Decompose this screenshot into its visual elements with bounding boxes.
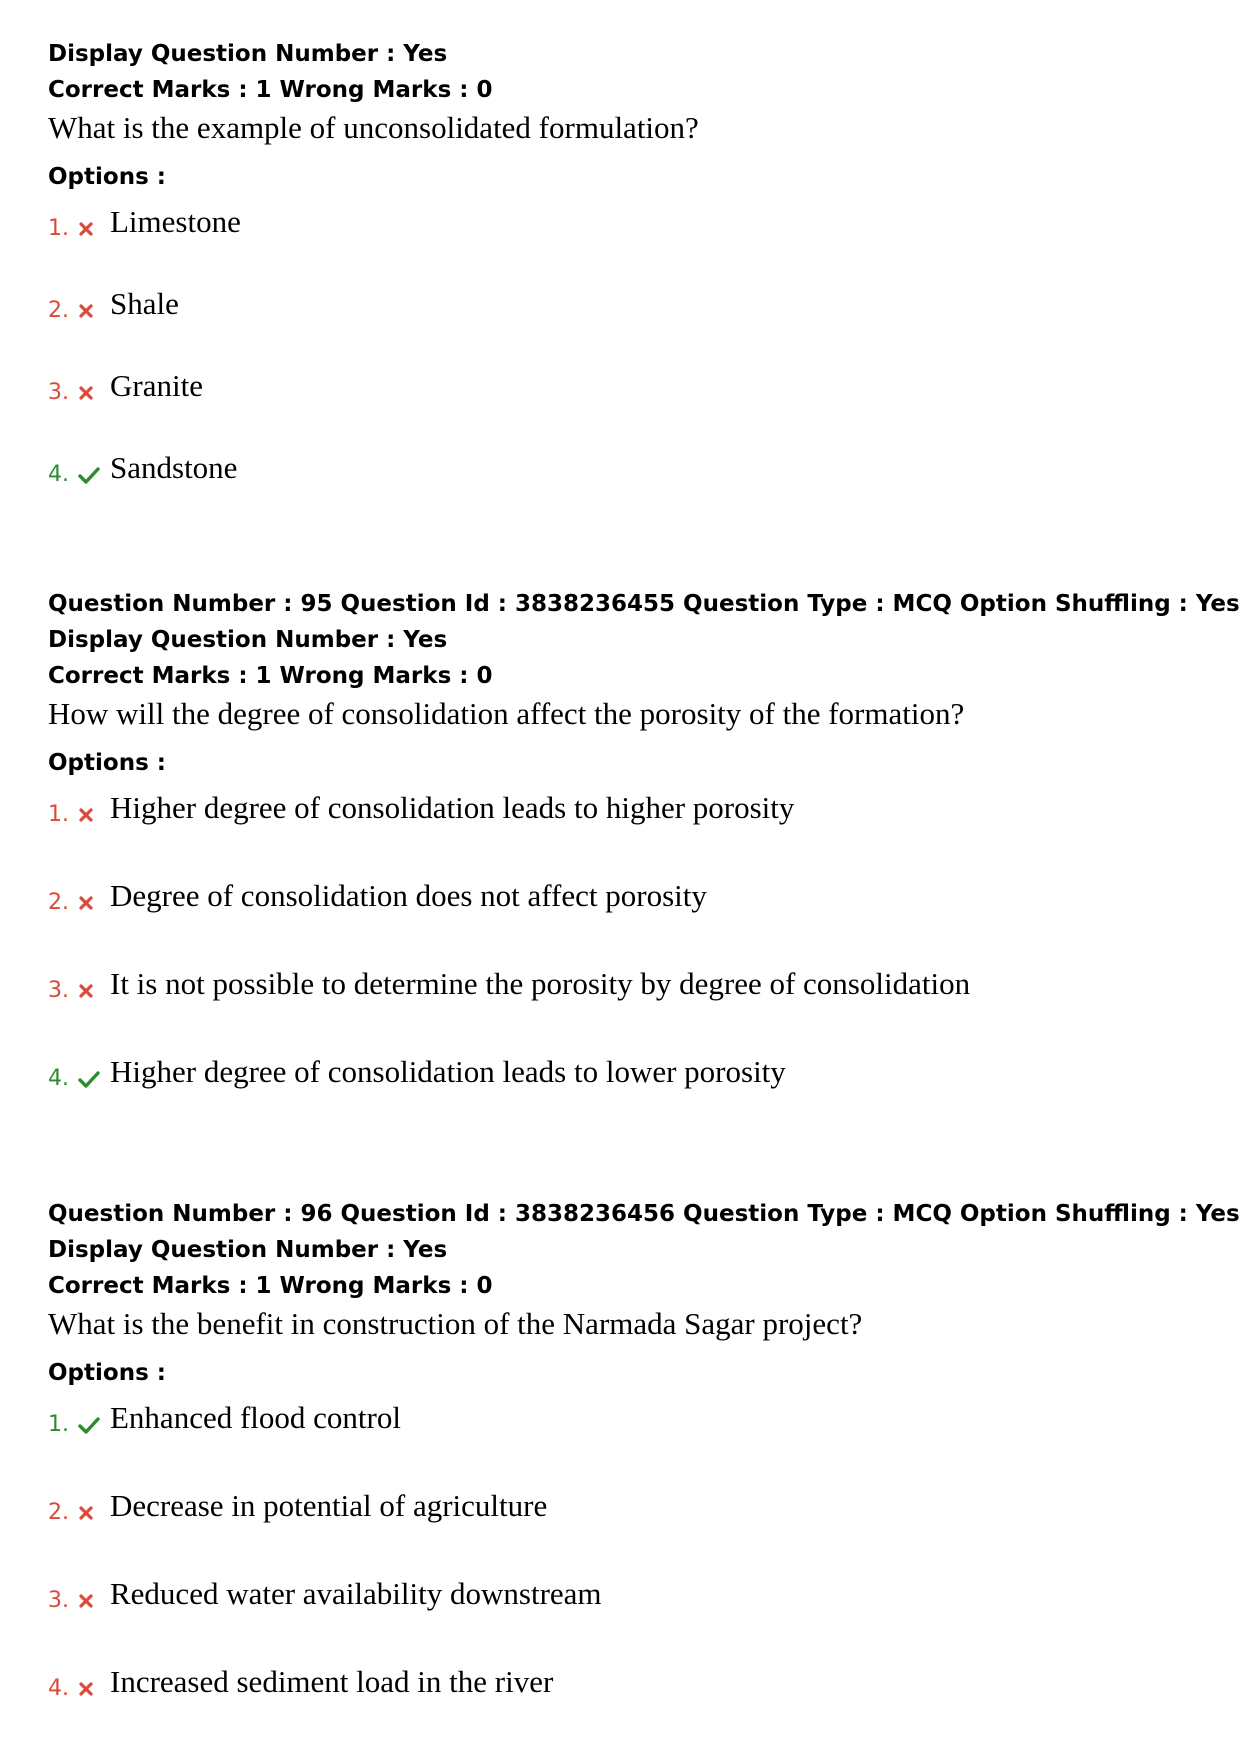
- options-label: Options :: [48, 750, 166, 776]
- question-block: [48, 586, 1240, 1136]
- options-list: [48, 1394, 1208, 1704]
- cross-icon: [78, 888, 104, 918]
- option-text: Limestone: [110, 204, 241, 239]
- option-item: [48, 280, 1208, 326]
- marks-line: Correct Marks : 1 Wrong Marks : 0: [48, 663, 493, 689]
- question-text: What is the example of unconsolidated formulation?: [48, 110, 699, 145]
- cross-icon: [78, 1586, 104, 1616]
- option-number: 2.: [48, 890, 69, 915]
- options-list: [48, 784, 1208, 1094]
- option-item: [48, 444, 1208, 490]
- cross-icon: [78, 1674, 104, 1704]
- display-question-number: Display Question Number : Yes: [48, 41, 448, 67]
- option-text: Shale: [110, 286, 179, 321]
- option-number: 2.: [48, 1500, 69, 1525]
- option-text: Increased sediment load in the river: [110, 1664, 554, 1699]
- option-text: Enhanced flood control: [110, 1400, 401, 1435]
- option-text: Decrease in potential of agriculture: [110, 1488, 548, 1523]
- option-text: Higher degree of consolidation leads to higher porosity: [110, 790, 795, 825]
- cross-icon: [78, 1498, 104, 1528]
- option-item: [48, 784, 1208, 830]
- option-number: 1.: [48, 802, 69, 827]
- cross-icon: [78, 214, 104, 244]
- option-text: Sandstone: [110, 450, 238, 485]
- option-item: [48, 872, 1208, 918]
- option-number: 3.: [48, 380, 69, 405]
- option-number: 3.: [48, 978, 69, 1003]
- option-number: 4.: [48, 1066, 69, 1091]
- cross-icon: [78, 800, 104, 830]
- option-text: Higher degree of consolidation leads to lower porosity: [110, 1054, 786, 1089]
- option-item: [48, 1394, 1208, 1440]
- option-item: [48, 198, 1208, 244]
- question-block: [48, 36, 1208, 490]
- option-number: 4.: [48, 462, 69, 487]
- marks-line: Correct Marks : 1 Wrong Marks : 0: [48, 1273, 493, 1299]
- check-icon: [78, 1064, 104, 1094]
- question-text: What is the benefit in construction of the Narmada Sagar project?: [48, 1306, 863, 1341]
- option-text: Degree of consolidation does not affect porosity: [110, 878, 707, 913]
- option-item: [48, 1570, 1208, 1616]
- question-text: How will the degree of consolidation affect the porosity of the formation?: [48, 696, 965, 731]
- cross-icon: [78, 378, 104, 408]
- cross-icon: [78, 296, 104, 326]
- question-block: [48, 1196, 1240, 1746]
- option-number: 4.: [48, 1676, 69, 1701]
- option-text: It is not possible to determine the porosity by degree of consolidation: [110, 966, 971, 1001]
- option-number: 1.: [48, 216, 69, 241]
- check-icon: [78, 1410, 104, 1440]
- option-item: [48, 1048, 1208, 1094]
- options-label: Options :: [48, 1360, 166, 1386]
- option-item: [48, 362, 1208, 408]
- question-header: Question Number : 96 Question Id : 3838236456 Question Type : MCQ Option Shuffling : Yes: [48, 1201, 1240, 1227]
- question-header: Question Number : 95 Question Id : 3838236455 Question Type : MCQ Option Shuffling : Yes: [48, 591, 1240, 617]
- display-question-number: Display Question Number : Yes: [48, 1237, 448, 1263]
- option-text: Granite: [110, 368, 203, 403]
- options-list: [48, 198, 1208, 490]
- check-icon: [78, 460, 104, 490]
- option-item: [48, 1658, 1208, 1704]
- display-question-number: Display Question Number : Yes: [48, 627, 448, 653]
- options-label: Options :: [48, 164, 166, 190]
- cross-icon: [78, 976, 104, 1006]
- option-number: 3.: [48, 1588, 69, 1613]
- option-item: [48, 1482, 1208, 1528]
- option-number: 1.: [48, 1412, 69, 1437]
- option-number: 2.: [48, 298, 69, 323]
- option-text: Reduced water availability downstream: [110, 1576, 602, 1611]
- marks-line: Correct Marks : 1 Wrong Marks : 0: [48, 77, 493, 103]
- option-item: [48, 960, 1208, 1006]
